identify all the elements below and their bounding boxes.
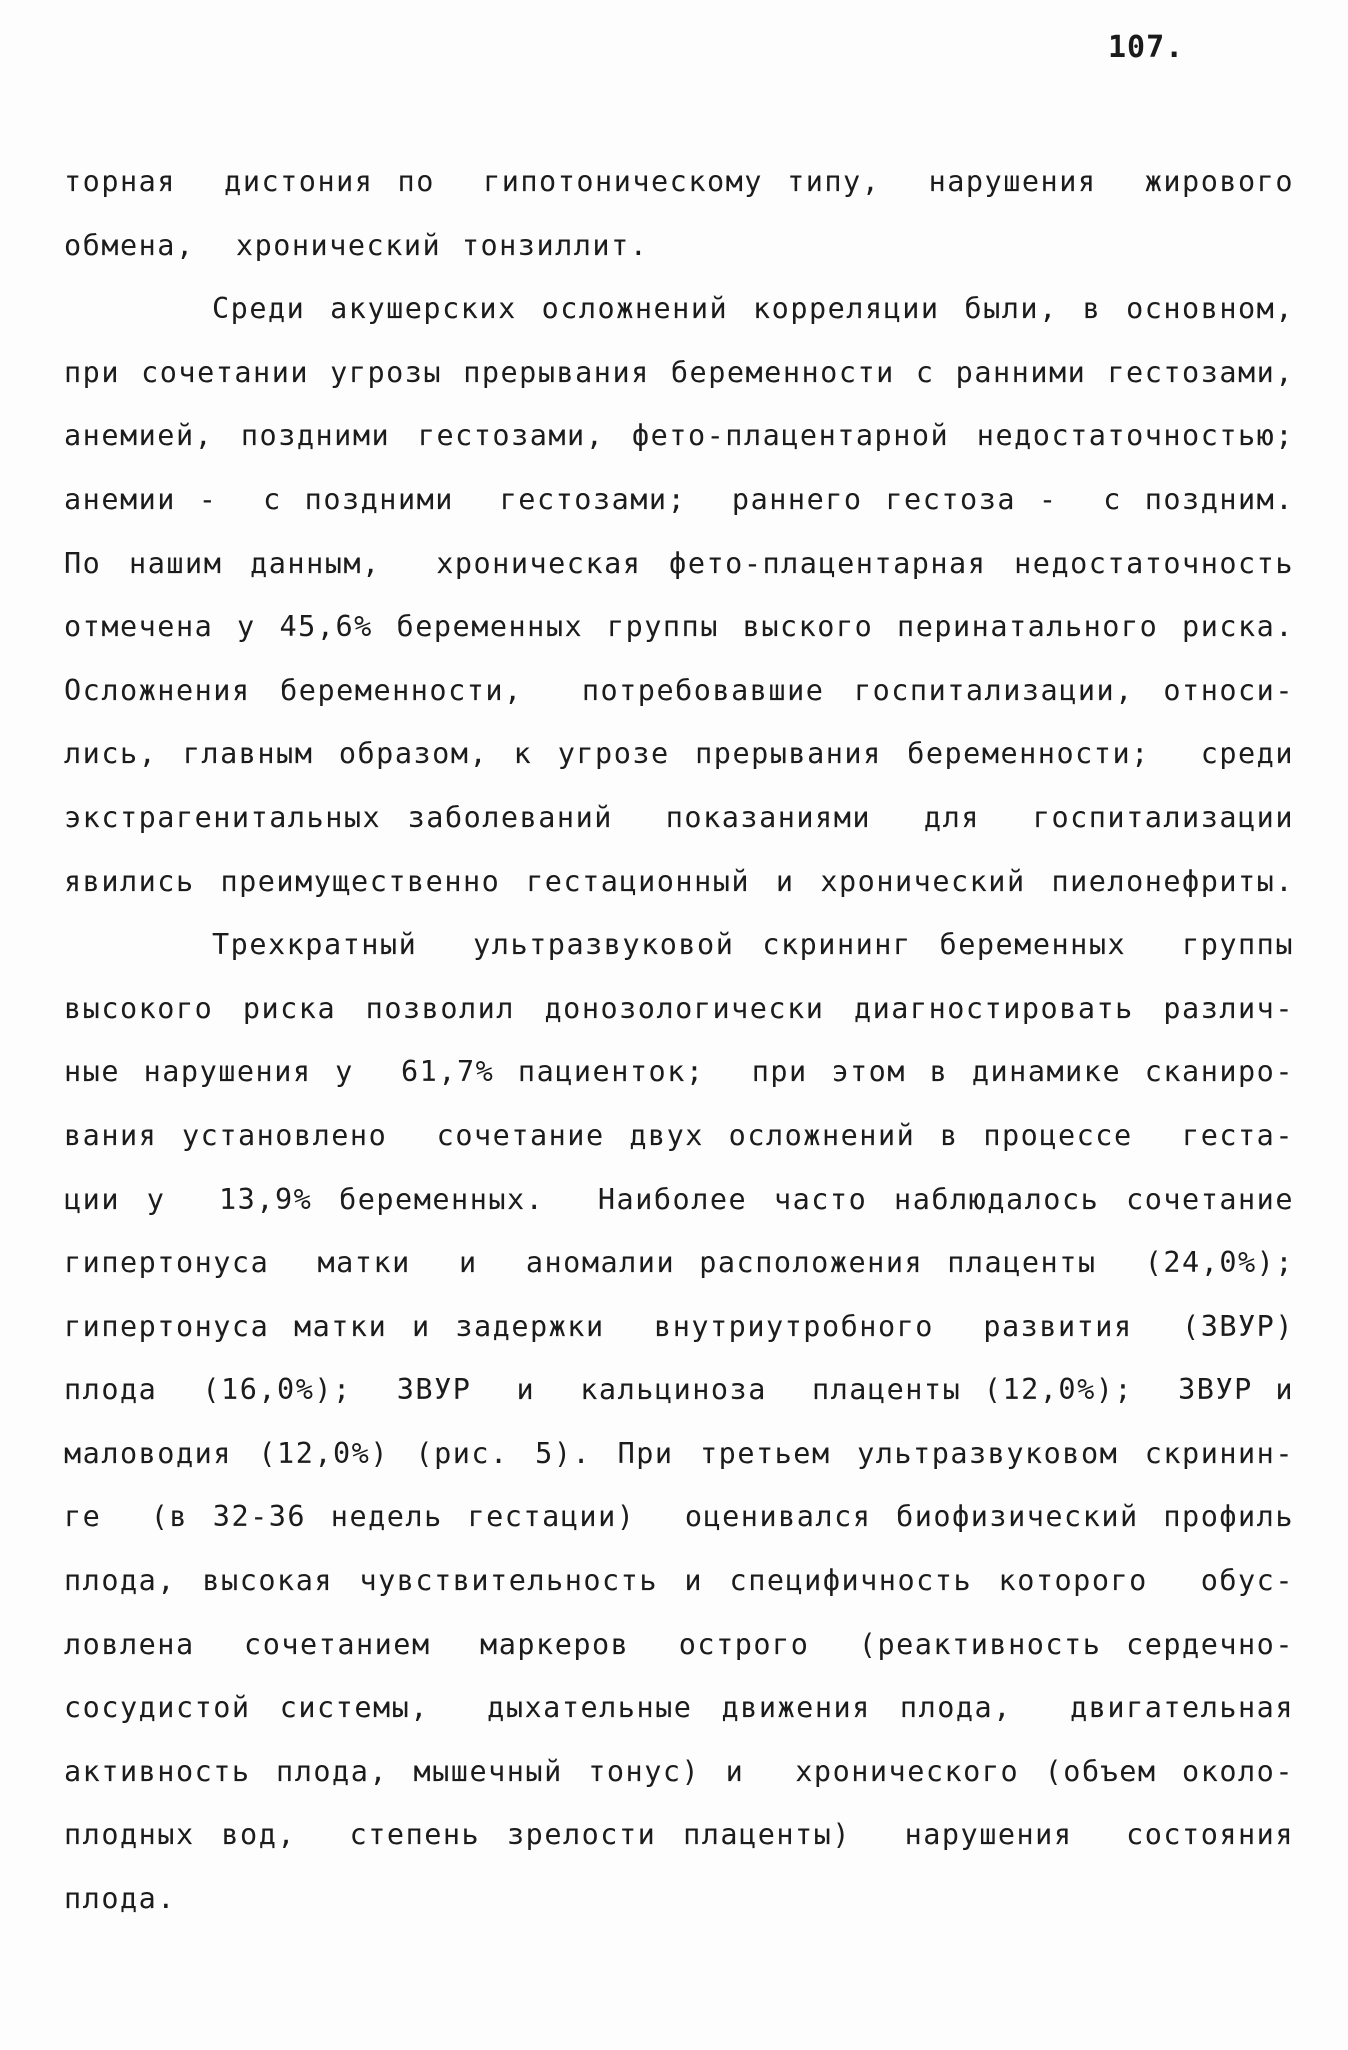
text-line: высокого риска позволил донозологически диагностировать различ- [64, 991, 1294, 1025]
body-text [64, 150, 1294, 1931]
text-line: плода. [64, 1882, 176, 1916]
text-line: маловодия (12,0%) (рис. 5). При третьем ультразвуковом скринин- [64, 1436, 1294, 1470]
text-line: анемии - с поздними гестозами; раннего гестоза - с поздним. [64, 482, 1294, 516]
text-line: активность плода, мышечный тонус) и хронического (объем около- [64, 1754, 1294, 1788]
text-line: плода, высокая чувствительность и специфичность которого обус- [64, 1564, 1294, 1598]
text-line: ные нарушения у 61,7% пациенток; при этом в динамике сканиро- [64, 1055, 1294, 1089]
text-line: плода (16,0%); ЗВУР и кальциноза плаценты (12,0%); ЗВУР и [64, 1373, 1294, 1407]
text-line: гипертонуса матки и задержки внутриутробного развития (ЗВУР) [64, 1309, 1294, 1343]
text-line: вания установлено сочетание двух осложнений в процессе геста- [64, 1118, 1294, 1152]
text-line: сосудистой системы, дыхательные движения плода, двигательная [64, 1691, 1294, 1725]
text-line: Трехкратный ультразвуковой скрининг беременных группы [212, 928, 1294, 962]
text-line: гипертонуса матки и аномалии расположения плаценты (24,0%); [64, 1246, 1294, 1280]
page-number: 107. [1108, 30, 1185, 65]
text-line: торная дистония по гипотоническому типу, нарушения жирового [64, 165, 1294, 198]
text-line: при сочетании угрозы прерывания беременности с ранними гестозами, [64, 355, 1294, 389]
text-line: Осложнения беременности, потребовавшие госпитализации, относи- [64, 673, 1294, 707]
text-line: экстрагенитальных заболеваний показаниями для госпитализации [64, 800, 1294, 834]
text-line: явились преимущественно гестационный и хронический пиелонефриты. [64, 864, 1294, 898]
text-line: ге (в 32-36 недель гестации) оценивался биофизический профиль [64, 1500, 1294, 1534]
text-line: обмена, хронический тонзиллит. [64, 228, 649, 262]
text-line: плодных вод, степень зрелости плаценты) нарушения состояния [64, 1818, 1294, 1852]
text-line: лись, главным образом, к угрозе прерывания беременности; среди [64, 737, 1294, 771]
text-line: отмечена у 45,6% беременных группы выского перинатального риска. [64, 610, 1294, 644]
text-line: По нашим данным, хроническая фето-плацентарная недостаточность [64, 546, 1294, 580]
text-line: анемией, поздними гестозами, фето-плацентарной недостаточностью; [64, 419, 1294, 453]
text-line: ции у 13,9% беременных. Наиболее часто наблюдалось сочетание [64, 1182, 1294, 1216]
text-line: Среди акушерских осложнений корреляции были, в основном, [212, 292, 1294, 326]
text-line: ловлена сочетанием маркеров острого (реактивность сердечно- [64, 1627, 1294, 1661]
